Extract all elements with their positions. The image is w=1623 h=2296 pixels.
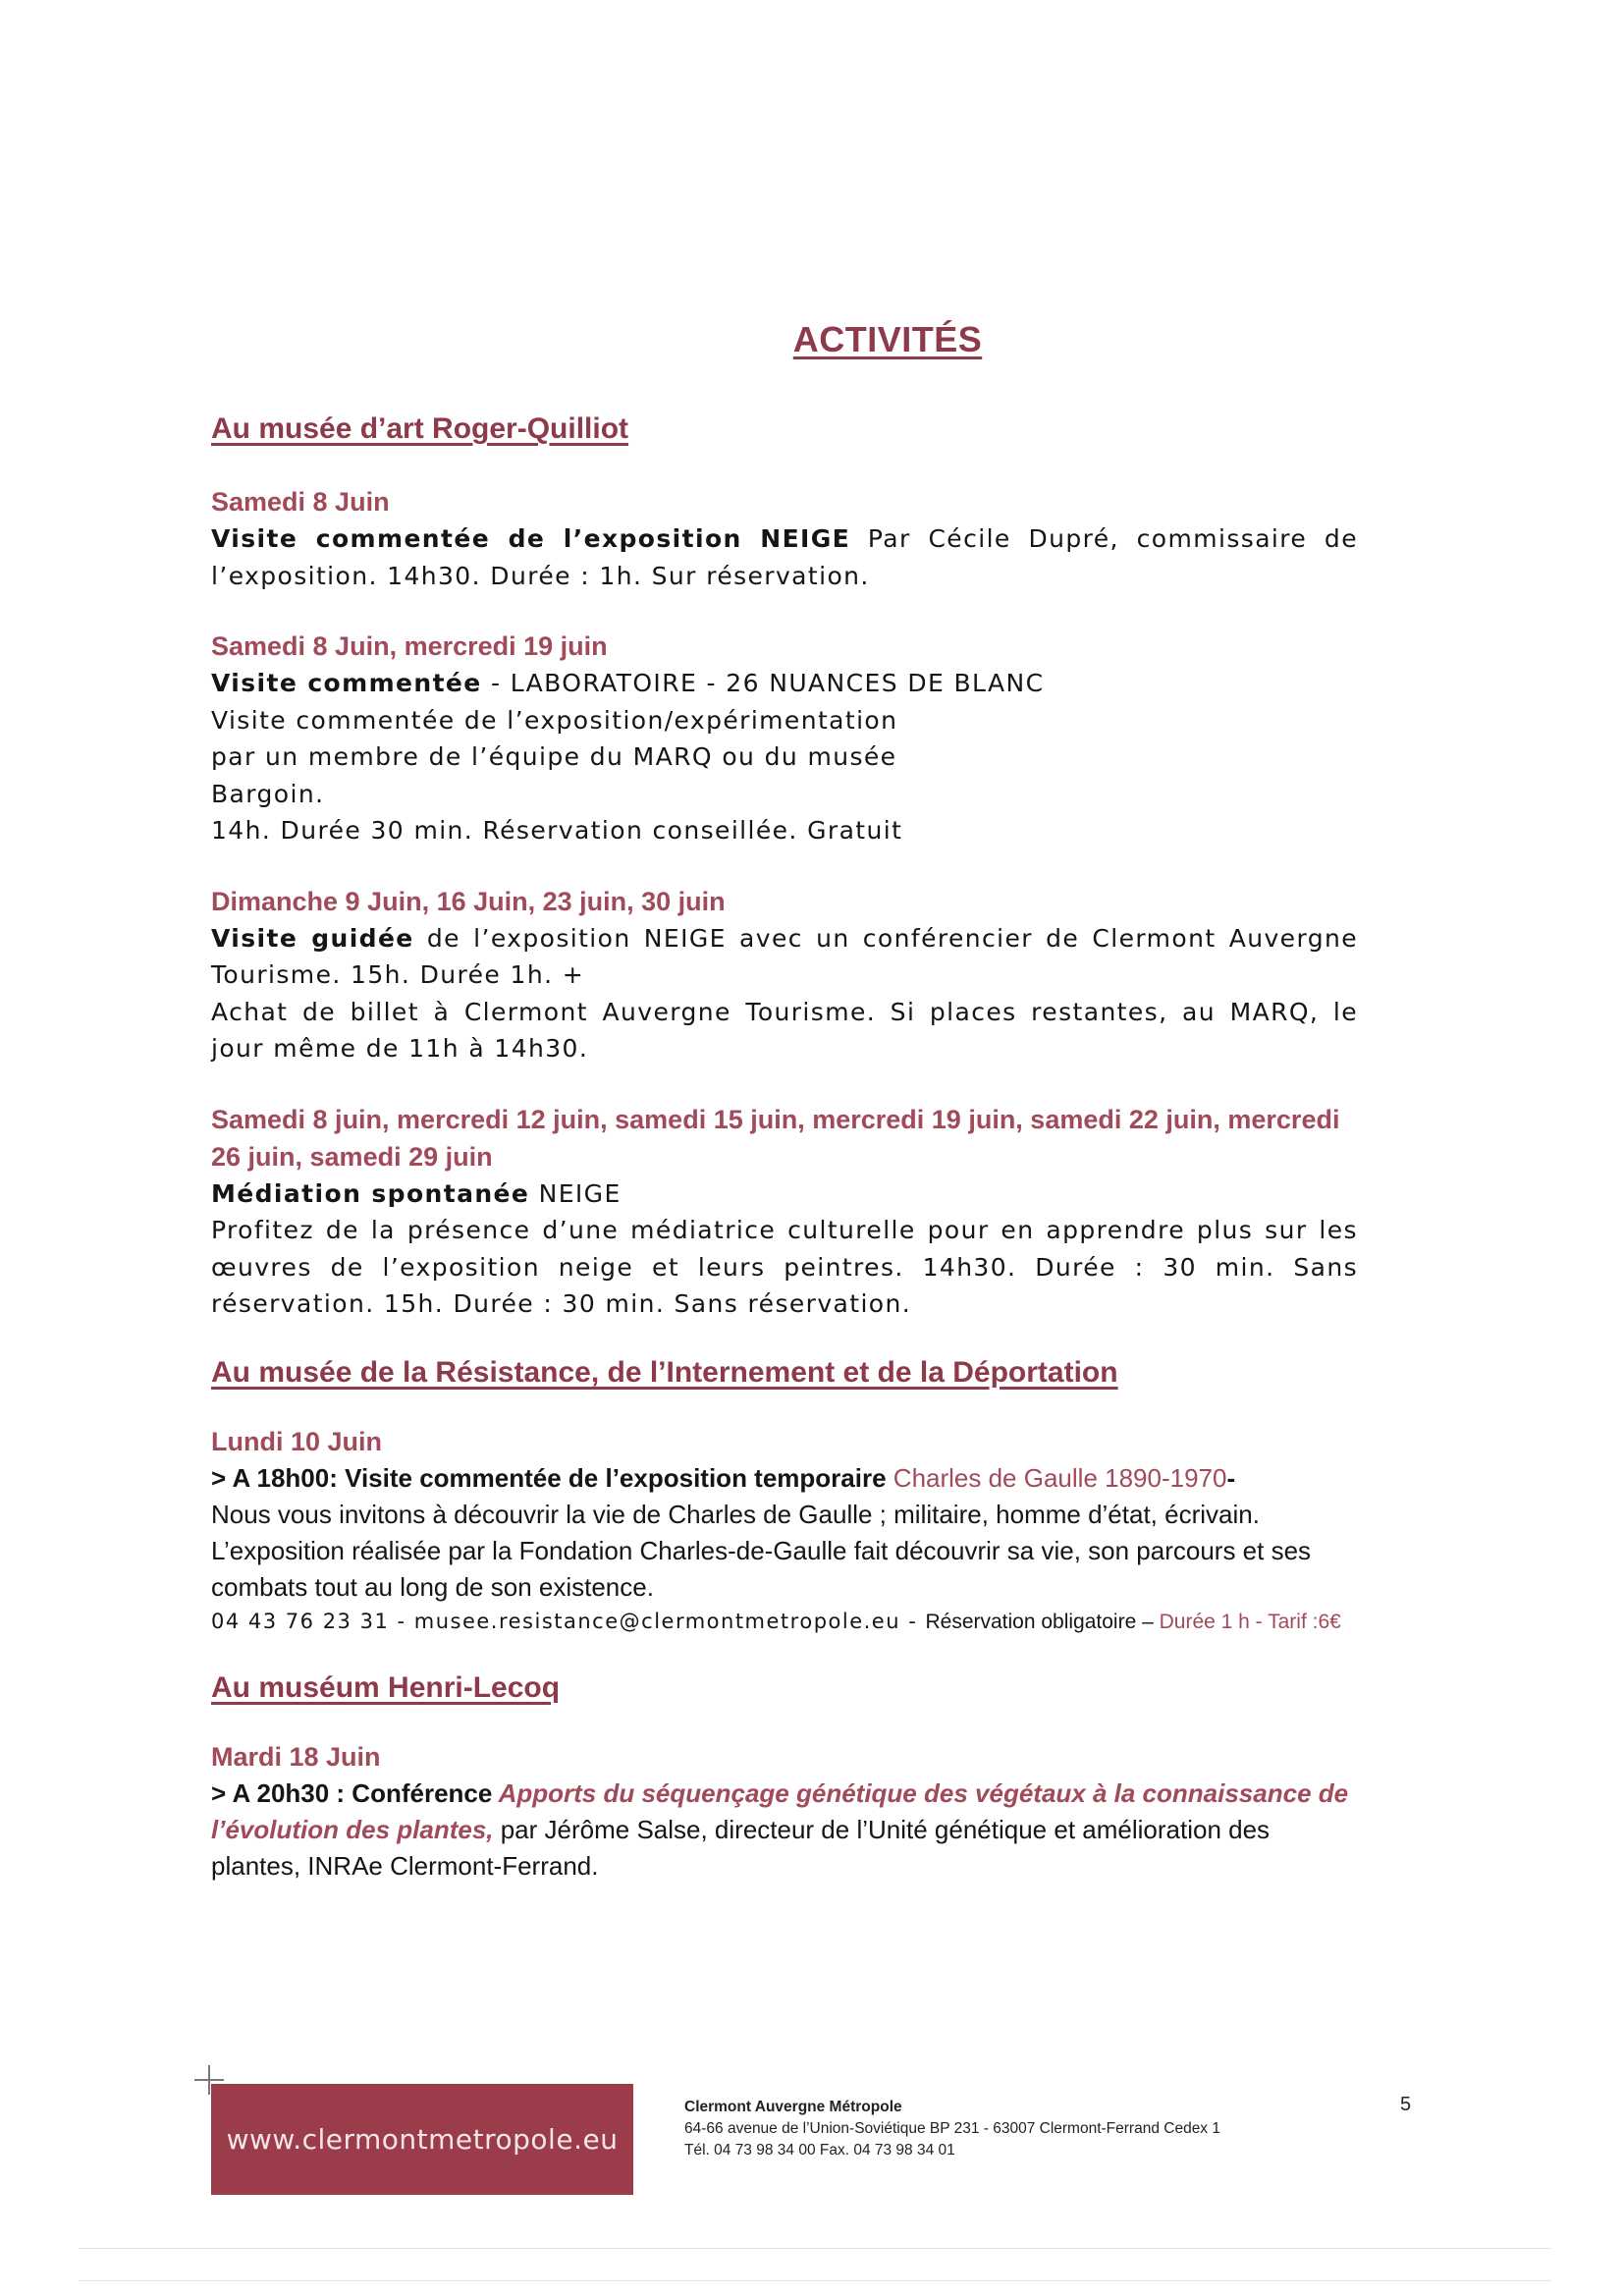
event-details: Par Cécile Dupré, commissaire de l’exposition. 14h30. Durée : 1h. Sur réservation. bbox=[211, 524, 1358, 590]
event-date: Samedi 8 juin, mercredi 12 juin, samedi 15 juin, mercredi 19 juin, samedi 22 juin, mercredi 26 juin, samedi 29 juin bbox=[211, 1104, 1340, 1172]
page-title: ACTIVITÉS bbox=[792, 319, 983, 359]
event-description: Profitez de la présence d’une médiatrice culturelle pour en apprendre plus sur les œuvres de l’exposition neige et leurs peintres. 14h30. Durée : 30 min. Sans réservation. 15h. Durée : 30 min. Sans réservation. bbox=[211, 1216, 1358, 1318]
contact-phone-email: 04 43 76 23 31 - musee.resistance@clermontmetropole.eu - bbox=[211, 1609, 926, 1633]
title-dash: - bbox=[1226, 1462, 1236, 1493]
scan-divider bbox=[79, 2248, 1551, 2249]
event-description bbox=[211, 520, 1358, 594]
page-number: 5 bbox=[1400, 2094, 1412, 2115]
event-description bbox=[211, 1776, 1358, 1885]
exhibition-name: Charles de Gaulle 1890-1970 bbox=[886, 1462, 1227, 1493]
footer-banner bbox=[211, 2084, 633, 2195]
reservation-note: Réservation obligatoire – bbox=[925, 1610, 1160, 1633]
section-heading-lecoq: Au muséum Henri-Lecoq bbox=[211, 1670, 561, 1704]
event-title-line bbox=[211, 665, 1358, 702]
footer-street-address: 64-66 avenue de l’Union-Soviétique BP 231 - 63007 Clermont-Ferrand Cedex 1 bbox=[684, 2120, 1220, 2137]
event-details: par Jérôme Salse, directeur de l’Unité génétique et amélioration des plantes, INRAe Clermont-Ferrand. bbox=[211, 1814, 1271, 1881]
event-title: Visite commentée de l’exposition NEIGE bbox=[211, 524, 851, 553]
footer-org-name: Clermont Auvergne Métropole bbox=[684, 2099, 902, 2115]
event-subtitle: NEIGE bbox=[529, 1178, 622, 1208]
event-details-line: Achat de billet à Clermont Auvergne Tourisme. Si places restantes, au MARQ, le jour même de 11h à 14h30. bbox=[211, 997, 1358, 1063]
footer-address bbox=[684, 2097, 1220, 2161]
event-details-line: 14h. Durée 30 min. Réservation conseillée. Gratuit bbox=[211, 816, 903, 845]
event-details: de l’exposition NEIGE avec un conférencier de Clermont Auvergne Tourisme. 15h. Durée 1h. + bbox=[211, 923, 1358, 989]
event-title: > A 20h30 : Conférence bbox=[211, 1777, 493, 1808]
event-details-line: L’exposition réalisée par la Fondation Charles-de-Gaulle fait découvrir sa vie, son parcours et ses combats tout au long de son existence. bbox=[211, 1535, 1312, 1602]
event-description bbox=[211, 920, 1358, 994]
section-heading-resistance: Au musée de la Résistance, de l’Internement et de la Déportation bbox=[211, 1355, 1118, 1389]
footer-phone: Tél. 04 73 98 34 00 Fax. 04 73 98 34 01 bbox=[684, 2142, 955, 2159]
duration-price: Durée 1 h - Tarif :6€ bbox=[1159, 1610, 1341, 1633]
event-title-line bbox=[211, 1460, 1358, 1497]
event-date: Lundi 10 Juin bbox=[211, 1426, 383, 1456]
conference-title: Apports du séquençage génétique des végétaux à la connaissance de l’évolution des plantes, bbox=[211, 1777, 1349, 1844]
event-subtitle: - LABORATOIRE - 26 NUANCES DE BLANC bbox=[481, 669, 1045, 697]
event-date: Samedi 8 Juin bbox=[211, 487, 390, 517]
event-date: Samedi 8 Juin, mercredi 19 juin bbox=[211, 631, 608, 661]
event-details-line: Bargoin. bbox=[211, 779, 325, 808]
event-title-line bbox=[211, 1175, 1358, 1213]
contact-line bbox=[211, 1606, 1358, 1638]
event-date: Mardi 18 Juin bbox=[211, 1741, 381, 1772]
main-content bbox=[211, 412, 1358, 1885]
scan-divider bbox=[79, 2280, 1551, 2281]
event-details-line: Nous vous invitons à découvrir la vie de Charles de Gaulle ; militaire, homme d’état, écrivain. bbox=[211, 1499, 1260, 1529]
event-title: Médiation spontanée bbox=[211, 1178, 530, 1208]
banner-url: www.clermontmetropole.eu bbox=[226, 2123, 619, 2156]
event-details-line: Visite commentée de l’exposition/expérimentation bbox=[211, 705, 898, 735]
event-title: Visite guidée bbox=[211, 923, 414, 953]
event-title: > A 18h00: Visite commentée de l’exposition temporaire bbox=[211, 1462, 887, 1493]
event-details-line: par un membre de l’équipe du MARQ ou du musée bbox=[211, 742, 897, 771]
event-title: Visite commentée bbox=[211, 669, 482, 697]
event-date: Dimanche 9 Juin, 16 Juin, 23 juin, 30 juin bbox=[211, 886, 726, 916]
section-heading-roger-quilliot: Au musée d’art Roger-Quilliot bbox=[211, 412, 629, 445]
